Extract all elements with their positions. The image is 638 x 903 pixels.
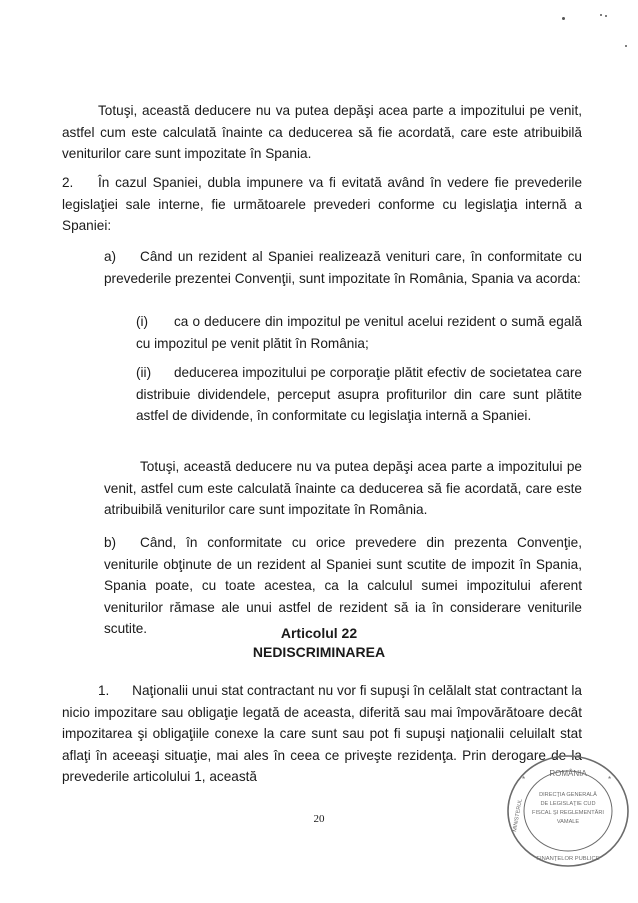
stamp-line: VAMALE <box>556 819 580 825</box>
stamp-country: ROMÂNIA <box>549 769 587 778</box>
scan-speck <box>605 15 607 17</box>
item-text: deducerea impozitului pe corporaţie plătit efectiv de societatea care distribuie dividendele, perceput asupra profiturilor din care sunt plătite astfel de dividende, în conformitate cu legislaţia internă a Spaniei. <box>136 365 582 423</box>
article-title: Articolul 22 <box>280 625 358 641</box>
stamp-line: FISCAL ŞI REGLEMENTĂRI <box>532 810 604 816</box>
item-text: Când, în conformitate cu orice prevedere din prezenta Convenţie, veniturile obţinute de un rezident al Spaniei sunt scutite de impozit în Spania, Spania poate, cu toate acestea, ca la calculul sumei impozitului aferent veniturilor rămase ale unui astfel de rezident să ia în considerare veniturile scutite. <box>104 535 582 636</box>
svg-text:*: * <box>608 775 612 784</box>
item-label: (ii) <box>136 365 152 380</box>
paragraph-totusi-spain: Totuşi, această deducere nu va putea depăşi acea parte a impozitului pe venit, astfel cum este calculată înainte ca deducerea să fie acordată, care este atribuibilă veniturilor care sunt impozitate în Spania. <box>62 103 582 161</box>
stamp-ring-left: MINISTERUL <box>512 798 524 833</box>
scan-speck <box>600 14 602 16</box>
item-i <box>136 311 582 354</box>
item-text: Când un rezident al Spaniei realizează venituri care, în conformitate cu prevederile prezentei Convenţii, sunt impozitate în România, Spania va acorda: <box>104 249 582 286</box>
item-label: a) <box>104 249 117 264</box>
scan-speck <box>625 45 627 47</box>
paragraph-text: Naţionalii unui stat contractant nu vor fi supuşi în celălalt stat contractant la nicio impozitare sau obligaţie legată de aceasta, diferită sau mai împovărătoare decât impozitarea şi obligaţiile conexe la care sunt sau pot fi supuşi naţionalii celuilalt stat aflaţi în aceeaşi situaţie, mai ales în ceea ce priveşte rezidenţa. Prin derogare de la prevederile articolului 1, această <box>62 683 582 784</box>
page-number: 20 <box>313 813 325 825</box>
item-label: b) <box>104 535 117 550</box>
official-stamp <box>504 752 632 870</box>
item-a <box>104 246 582 289</box>
svg-text:*: * <box>522 775 526 784</box>
stamp-line: DIRECŢIA GENERALĂ <box>539 792 597 798</box>
scan-speck <box>562 17 565 20</box>
stamp-ring-bottom: FINANŢELOR PUBLICE <box>536 856 600 862</box>
paragraph-text: În cazul Spaniei, dubla impunere va fi evitată având în vedere fie prevederile legislaţiei sale interne, fie următoarele prevederi conforme cu legislaţia internă a Spaniei: <box>62 175 582 233</box>
item-text: ca o deducere din impozitul pe venitul acelui rezident o sumă egală cu impozitul pe venit plătit în România; <box>136 314 582 351</box>
item-ii <box>136 362 582 427</box>
paragraph-number: 1. <box>98 683 110 698</box>
paragraph-totusi-romania: Totuşi, această deducere nu va putea depăşi acea parte a impozitului pe venit, astfel cum este calculată înainte ca deducerea să fie acordată, care este atribuibilă veniturilor care sunt impozitate în România. <box>104 459 582 517</box>
item-label: (i) <box>136 314 149 329</box>
article-subtitle: NEDISCRIMINAREA <box>252 644 386 660</box>
paragraph-number: 2. <box>62 175 74 190</box>
stamp-line: DE LEGISLAŢIE CUD <box>540 801 596 807</box>
paragraph-2-text <box>62 172 582 237</box>
